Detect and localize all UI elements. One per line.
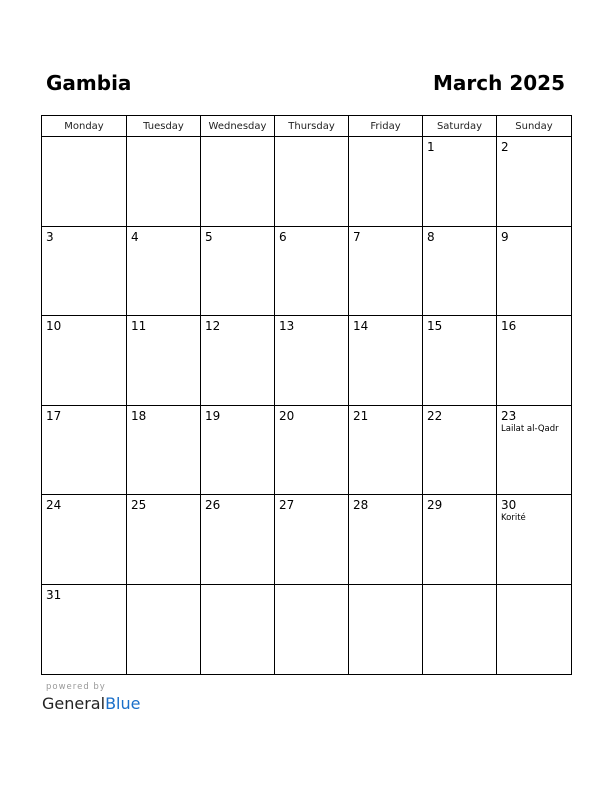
weekday-monday: Monday [42,116,127,137]
day-number: 17 [46,408,62,423]
weekday-tuesday: Tuesday [127,116,201,137]
day-number: 2 [501,140,509,154]
calendar-day-cell [42,316,127,406]
day-number: 18 [131,408,147,423]
day-number: 7 [353,229,361,244]
weekday-header-row [42,116,572,137]
calendar-week-row [42,316,572,406]
calendar-day-cell [201,495,275,585]
calendar-day-cell [497,226,572,316]
calendar-day-cell [423,226,497,316]
calendar-week-row [42,226,572,316]
calendar-day-cell [423,316,497,406]
calendar-week-row [42,495,572,585]
calendar-grid [41,115,572,675]
calendar-day-cell [201,405,275,495]
calendar-day-cell [42,584,127,674]
powered-by-label: powered by [46,682,106,692]
day-number: 28 [353,498,369,513]
calendar-day-cell [349,584,423,674]
calendar-day-cell [275,316,349,406]
day-number: 13 [279,319,295,334]
day-number: 14 [353,319,369,334]
calendar-day-cell [201,137,275,227]
day-number: 20 [279,408,295,423]
calendar-day-cell [497,137,572,227]
calendar-day-cell [127,226,201,316]
day-number: 22 [427,408,443,423]
day-number: 4 [131,229,139,244]
day-number: 29 [427,498,443,513]
calendar-day-cell [127,495,201,585]
calendar-day-cell [127,137,201,227]
day-number: 24 [46,498,62,513]
calendar-day-cell [349,405,423,495]
calendar-day-cell [127,405,201,495]
day-number: 23 [501,408,517,423]
day-number: 27 [279,498,295,513]
weekday-sunday: Sunday [497,116,572,137]
calendar-day-cell [349,495,423,585]
calendar-day-cell [275,137,349,227]
calendar-day-cell [497,584,572,674]
day-number: 1 [427,140,435,154]
day-number: 11 [131,319,147,334]
day-number: 15 [427,319,443,334]
calendar-day-cell [497,405,572,495]
day-number: 16 [501,319,517,334]
weekday-wednesday: Wednesday [201,116,275,137]
calendar-day-cell [127,584,201,674]
day-number: 21 [353,408,369,423]
calendar-week-row [42,584,572,674]
day-number: 3 [46,229,54,244]
calendar-day-cell [201,584,275,674]
brand-general-text: General [42,694,106,713]
calendar-day-cell [423,137,497,227]
calendar-week-row [42,405,572,495]
calendar-day-cell [201,226,275,316]
day-number: 12 [205,319,221,334]
calendar-day-cell [349,137,423,227]
brand-blue-text: Blue [105,694,141,713]
calendar-day-cell [497,495,572,585]
day-number: 10 [46,319,62,334]
calendar-day-cell [42,405,127,495]
calendar-day-cell [201,316,275,406]
calendar-day-cell [423,584,497,674]
calendar-day-cell [275,405,349,495]
calendar-day-cell [42,226,127,316]
day-number: 19 [205,408,221,423]
day-number: 6 [279,229,287,244]
weekday-friday: Friday [349,116,423,137]
calendar-day-cell [423,495,497,585]
calendar-day-cell [349,226,423,316]
holiday-label: Lailat al-Qadr [501,423,559,434]
day-number: 5 [205,229,213,244]
generalblue-logo[interactable] [42,694,140,714]
day-number: 30 [501,498,517,513]
calendar-day-cell [275,584,349,674]
day-number: 9 [501,229,509,244]
month-year-title: March 2025 [433,71,565,95]
calendar-day-cell [275,495,349,585]
calendar-week-row [42,137,572,227]
calendar-day-cell [42,495,127,585]
calendar-day-cell [349,316,423,406]
calendar-day-cell [423,405,497,495]
calendar-day-cell [42,137,127,227]
day-number: 8 [427,229,435,244]
holiday-label: Korité [501,513,526,524]
calendar-day-cell [275,226,349,316]
country-title: Gambia [46,71,132,95]
day-number: 26 [205,498,221,513]
calendar-day-cell [497,316,572,406]
weekday-thursday: Thursday [275,116,349,137]
day-number: 25 [131,498,147,513]
weekday-saturday: Saturday [423,116,497,137]
day-number: 31 [46,587,62,602]
calendar-day-cell [127,316,201,406]
